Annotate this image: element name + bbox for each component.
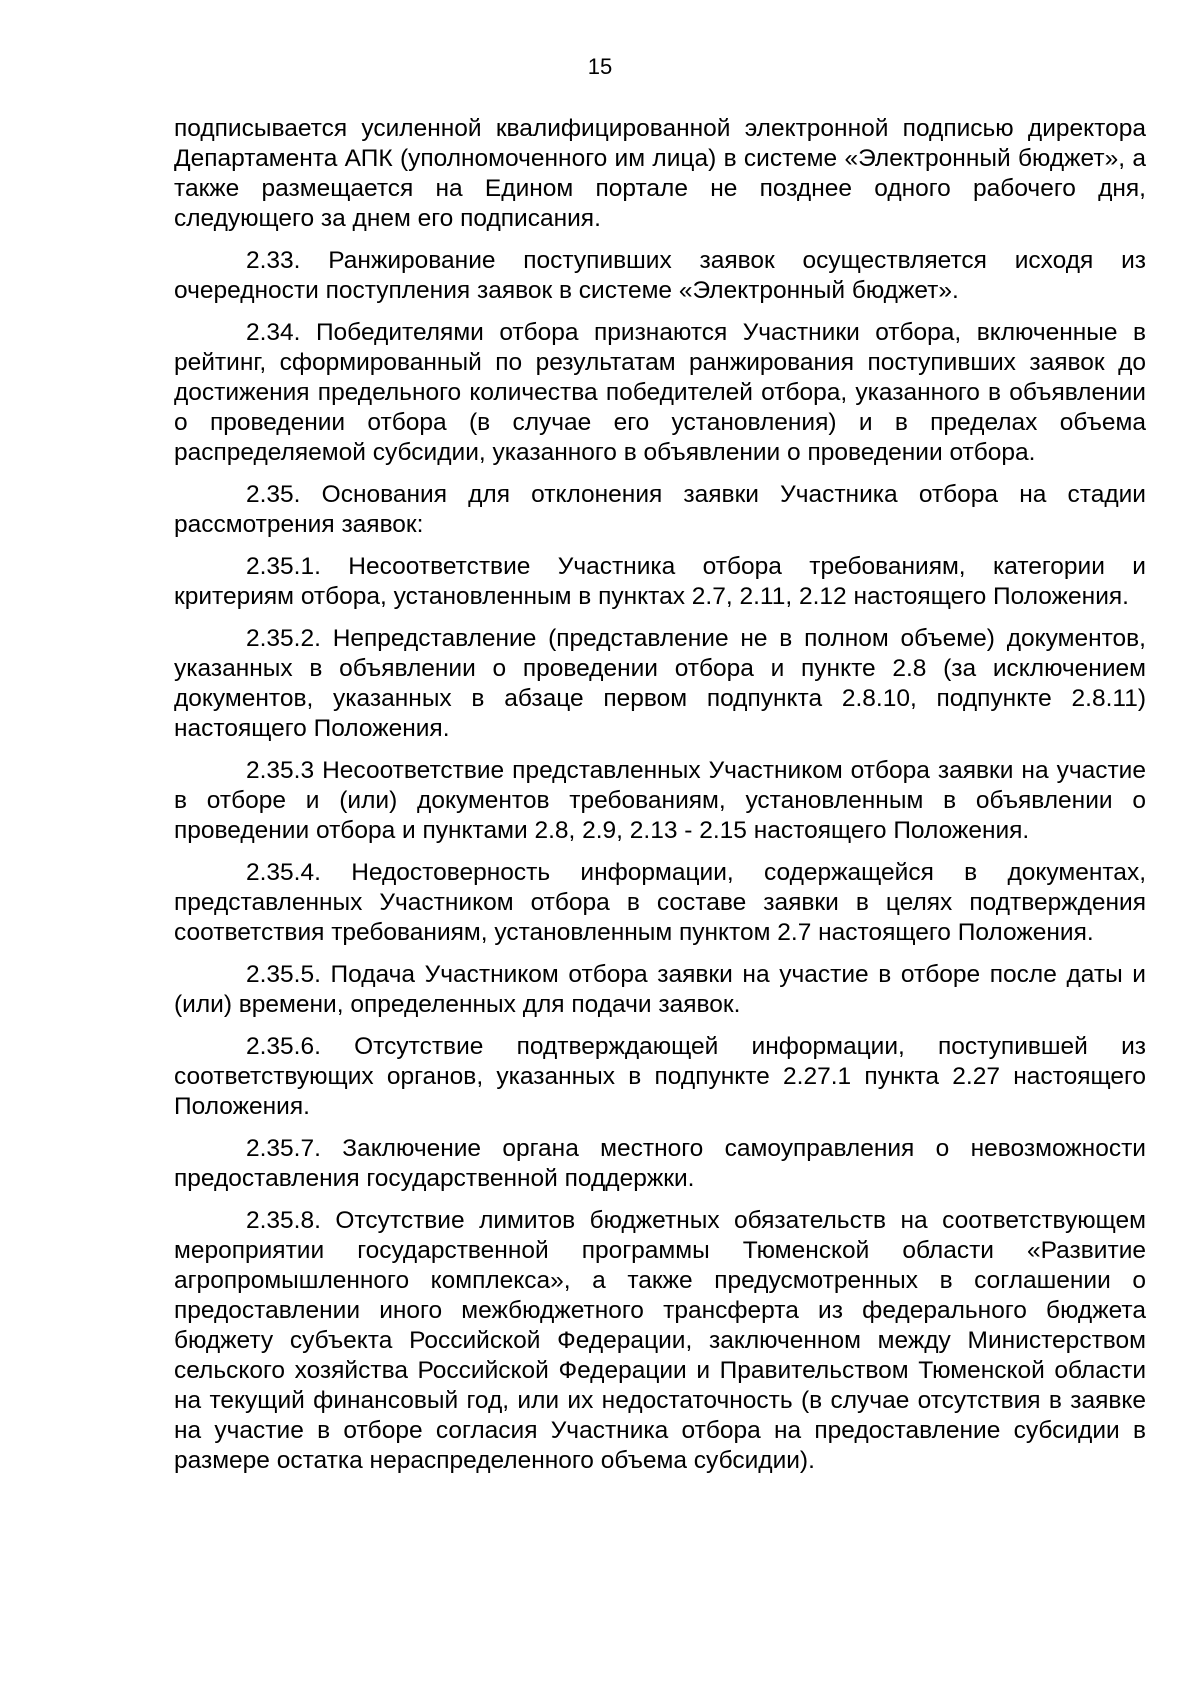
paragraph-2-35-3: 2.35.3 Несоответствие представленных Участником отбора заявки на участие в отборе и (или) документов требованиям, установленным в объявлении о проведении отбора и пунктами 2.8, 2.9, 2.13 - 2.15 настоящего Положения. <box>174 757 1146 844</box>
paragraph-2-35-4: 2.35.4. Недостоверность информации, содержащейся в документах, представленных Участником отбора в составе заявки в целях подтверждения соответствия требованиям, установленным пунктом 2.7 настоящего Положения. <box>174 859 1146 946</box>
paragraph-2-34: 2.34. Победителями отбора признаются Участники отбора, включенные в рейтинг, сформированный по результатам ранжирования поступивших заявок до достижения предельного количества победителей отбора, указанного в объявлении о проведении отбора (в случае его установления) и в пределах объема распределяемой субсидии, указанного в объявлении о проведении отбора. <box>174 319 1146 466</box>
paragraph-2-35-8: 2.35.8. Отсутствие лимитов бюджетных обязательств на соответствующем мероприятии государственной программы Тюменской области «Развитие агропромышленного комплекса», а также предусмотренных в соглашении о предоставлении иного межбюджетного трансферта из федерального бюджета бюджету субъекта Российской Федерации, заключенном между Министерством сельского хозяйства Российской Федерации и Правительством Тюменской области на текущий финансовый год, или их недостаточность (в случае отсутствия в заявке на участие в отборе согласия Участника отбора на предоставление субсидии в размере остатка нераспределенного объема субсидии). <box>174 1207 1146 1474</box>
paragraph-2-33: 2.33. Ранжирование поступивших заявок осуществляется исходя из очередности поступления заявок в системе «Электронный бюджет». <box>174 247 1146 304</box>
paragraph-2-35-5: 2.35.5. Подача Участником отбора заявки на участие в отборе после даты и (или) времени, определенных для подачи заявок. <box>174 961 1146 1018</box>
paragraph-2-35-1: 2.35.1. Несоответствие Участника отбора требованиям, категории и критериям отбора, установленным в пунктах 2.7, 2.11, 2.12 настоящего Положения. <box>174 553 1146 610</box>
paragraph-continuation: подписывается усиленной квалифицированной электронной подписью директора Департамента АПК (уполномоченного им лица) в системе «Электронный бюджет», а также размещается на Едином портале не позднее одного рабочего дня, следующего за днем его подписания. <box>174 115 1146 232</box>
paragraph-2-35-6: 2.35.6. Отсутствие подтверждающей информации, поступившей из соответствующих органов, указанных в подпункте 2.27.1 пункта 2.27 настоящего Положения. <box>174 1033 1146 1120</box>
document-body <box>174 114 1146 1488</box>
page-number: 15 <box>587 54 613 79</box>
paragraph-2-35-2: 2.35.2. Непредставление (представление не в полном объеме) документов, указанных в объявлении о проведении отбора и пункте 2.8 (за исключением документов, указанных в абзаце первом подпункта 2.8.10, подпункте 2.8.11) настоящего Положения. <box>174 625 1146 742</box>
paragraph-2-35-7: 2.35.7. Заключение органа местного самоуправления о невозможности предоставления государственной поддержки. <box>174 1135 1146 1192</box>
paragraph-2-35: 2.35. Основания для отклонения заявки Участника отбора на стадии рассмотрения заявок: <box>174 481 1146 538</box>
